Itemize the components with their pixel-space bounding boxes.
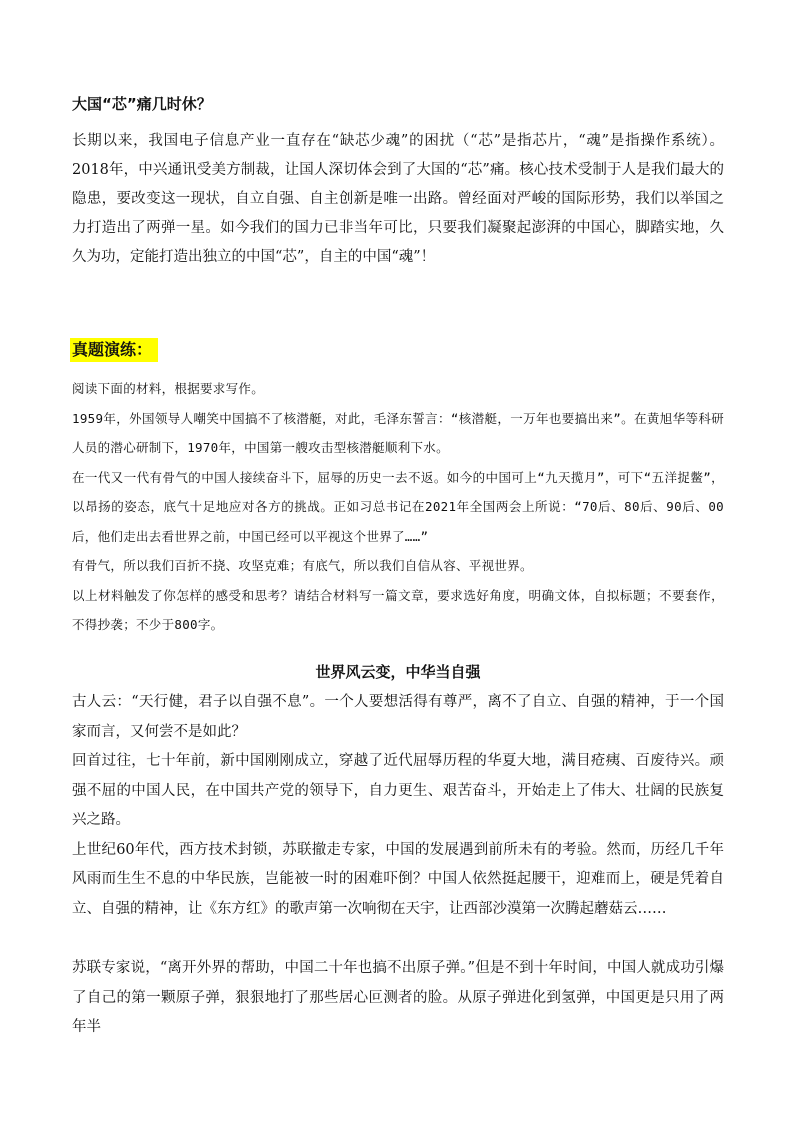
- essay-paragraph: 古人云：“天行健，君子以自强不息”。一个人要想活得有尊严，离不了自立、自强的精神，于一个国家而言，又何尝不是如此？: [72, 694, 724, 740]
- exercise-label-wrapper: [70, 338, 158, 362]
- essay-body: [72, 688, 724, 1043]
- exercise-paragraph: 阅读下面的材料，根据要求写作。: [72, 381, 265, 396]
- section-paragraph: 长期以来，我国电子信息产业一直存在“缺芯少魂”的困扰（“芯”是指芯片，“魂”是指操作系统）。2018年，中兴通讯受美方制裁，让国人深切体会到了大国的“芯”痛。核心技术受制于人是我们最大的隐患，要改变这一现状，自立自强、自主创新是唯一出路。曾经面对严峻的国际形势，我们以举国之力打造出了两弹一星。如今我们的国力已非当年可比，只要我们凝聚起澎湃的中国心，脚踏实地，久久为功，定能打造出独立的中国“芯”，自主的中国“魂”！: [72, 133, 724, 265]
- exercise-paragraph: 在一代又一代有骨气的中国人接续奋斗下，屈辱的历史一去不返。如今的中国可上“九天揽月”，可下“五洋捉鳖”，以昂扬的姿态，底气十足地应对各方的挑战。正如习总书记在2021年全国两会上所说：“70后、80后、90后、00后，他们走出去看世界之前，中国已经可以平视这个世界了……”: [72, 469, 724, 544]
- essay-title: 世界风云变，中华当自强: [315, 663, 481, 681]
- essay-paragraph: 回首过往，七十年前，新中国刚刚成立，穿越了近代屈辱历程的华夏大地，满目疮痍、百废待兴。顽强不屈的中国人民，在中国共产党的领导下，自力更生、艰苦奋斗，开始走上了伟大、壮阔的民族复兴之路。: [72, 753, 724, 828]
- exercise-material: [72, 374, 724, 640]
- exercise-paragraph: 1959年，外国领导人嘲笑中国搞不了核潜艇，对此，毛泽东誓言：“核潜艇，一万年也要搞出来”。在黄旭华等科研人员的潜心研制下，1970年，中国第一艘攻击型核潜艇顺利下水。: [72, 410, 724, 455]
- exercise-paragraph: 以上材料触发了你怎样的感受和思考？请结合材料写一篇文章，要求选好角度，明确文体，自拟标题；不要套作，不得抄袭；不少于800字。: [72, 587, 724, 632]
- exercise-label: 真题演练：: [70, 338, 158, 362]
- section-heading: 大国“芯”痛几时休？: [72, 95, 212, 113]
- essay-paragraph: 苏联专家说，“离开外界的帮助，中国二十年也搞不出原子弹。”但是不到十年时间，中国人就成功引爆了自己的第一颗原子弹，狠狠地打了那些居心叵测者的脸。从原子弹进化到氢弹，中国更是只用了两年半: [72, 960, 724, 1035]
- essay-paragraph: 上世纪60年代，西方技术封锁，苏联撤走专家，中国的发展遇到前所未有的考验。然而，历经几千年风雨而生生不息的中华民族，岂能被一时的困难吓倒？中国人依然挺起腰干，迎难而上，硬是凭着自立、自强的精神，让《东方红》的歌声第一次响彻在天宇，让西部沙漠第一次腾起蘑菇云……: [72, 841, 724, 917]
- paragraph-gap: [72, 924, 724, 954]
- exercise-paragraph: 有骨气，所以我们百折不挠、攻坚克难；有底气，所以我们自信从容、平视世界。: [72, 558, 533, 573]
